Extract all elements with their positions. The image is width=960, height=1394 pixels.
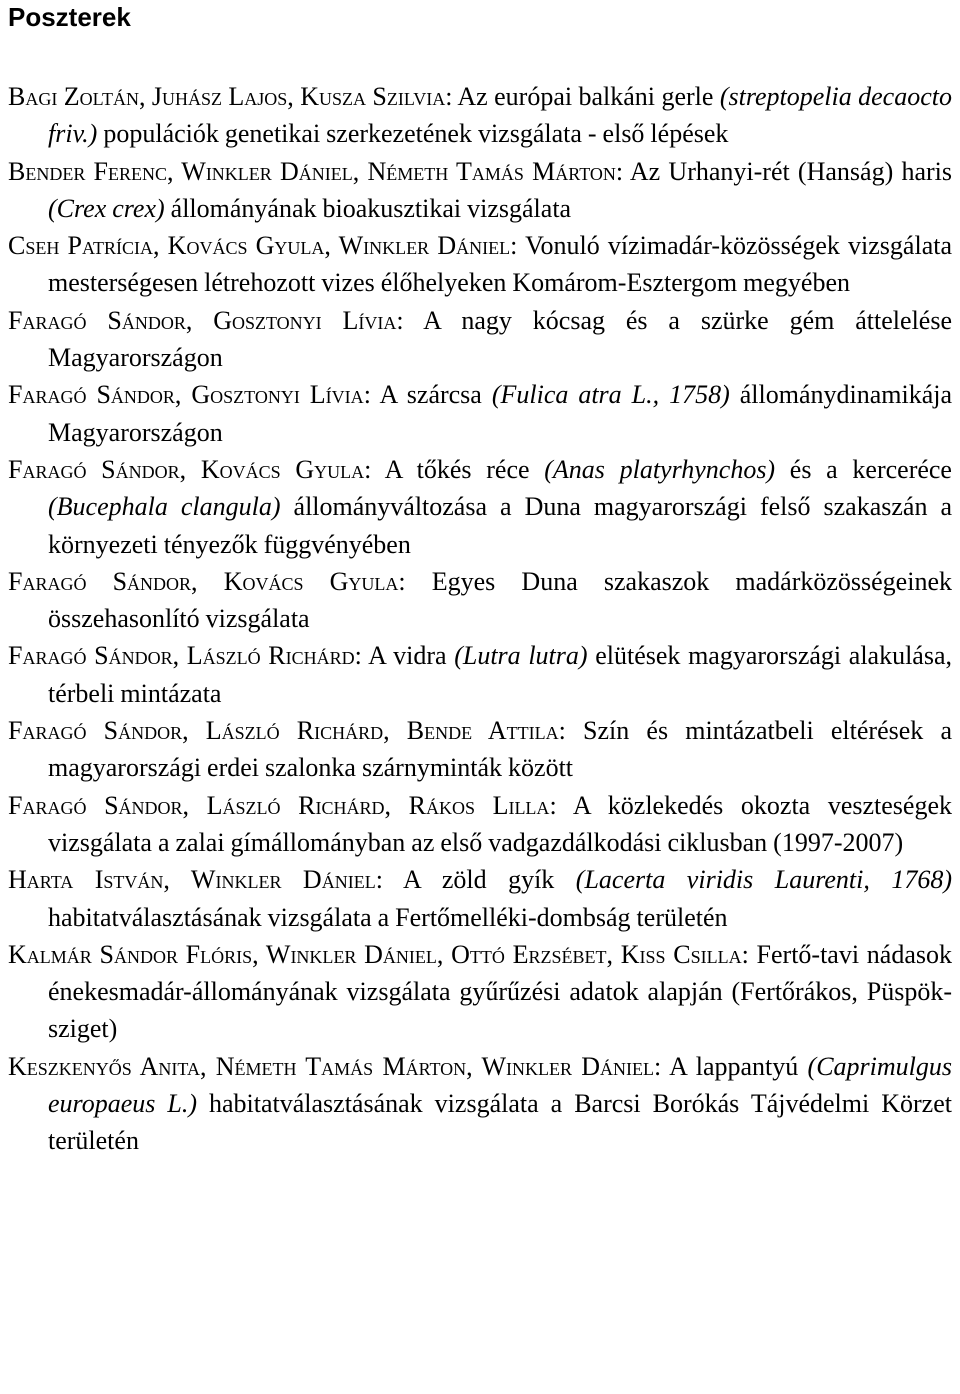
poster-authors: Faragó Sándor, Gosztonyi Lívia: [8, 305, 397, 335]
author-separator: :: [549, 790, 573, 820]
author-separator: :: [398, 566, 432, 596]
poster-entry: [8, 637, 952, 712]
poster-entry: [8, 451, 952, 563]
author-separator: :: [445, 82, 458, 111]
author-separator: :: [510, 231, 526, 261]
poster-title-text: A vidra: [368, 641, 455, 671]
poster-title-text: Egyes Duna szakaszok madárközösségeinek összehasonlító vizsgálata: [48, 566, 952, 634]
poster-authors: Faragó Sándor, László Richárd, Bende Attila: [8, 716, 559, 746]
author-separator: :: [375, 865, 403, 895]
poster-entry: [8, 563, 952, 638]
poster-authors: Faragó Sándor, Kovács Gyula: [8, 566, 399, 596]
poster-title-species: (Crex crex): [48, 193, 165, 223]
poster-authors: Faragó Sándor, László Richárd, Rákos Lilla: [8, 790, 550, 820]
poster-title-text: állománydinamikája Magyarországon: [48, 380, 953, 447]
section-heading: Poszterek: [8, 2, 131, 32]
poster-list: [8, 78, 952, 1160]
poster-entry: [8, 153, 952, 228]
poster-entry: [8, 302, 952, 377]
poster-title-species: (streptopelia decaocto friv.): [48, 82, 952, 149]
poster-title-text: A zöld gyík: [402, 865, 576, 895]
poster-title-text: A tőkés réce: [384, 454, 545, 484]
poster-entry: [8, 1048, 952, 1160]
poster-title-text: Szín és mintázatbeli eltérések a magyarországi erdei szalonka szárnyminták között: [48, 716, 952, 783]
poster-entry: [8, 861, 952, 936]
poster-entry: [8, 936, 952, 1048]
poster-title-text: habitatválasztásának vizsgálata a Fertőmelléki-dombság területén: [48, 902, 728, 932]
poster-entry: [8, 78, 952, 153]
poster-title-text: habitatválasztásának vizsgálata a Barcsi Borókás Tájvédelmi Körzet területén: [48, 1089, 952, 1156]
poster-title-text: A lappantyú: [669, 1051, 808, 1081]
poster-entry: [8, 712, 952, 787]
author-separator: :: [741, 939, 757, 969]
poster-authors: Faragó Sándor, László Richárd: [8, 641, 355, 671]
poster-title-text: Vonuló vízimadár-közösségek vizsgálata mesterségesen létrehozott vizes élőhelyeken Komárom-Esztergom megyében: [48, 231, 952, 298]
poster-authors: Harta István, Winkler Dániel: [8, 865, 376, 895]
poster-authors: Faragó Sándor, Kovács Gyula: [8, 454, 365, 484]
poster-entry: [8, 787, 952, 862]
poster-title-text: állományának bioakusztikai vizsgálata: [164, 193, 572, 223]
poster-title-text: állományváltozása a Duna magyarországi felső szakaszán a környezeti tényezők függvényében: [48, 492, 952, 559]
author-separator: :: [354, 641, 369, 671]
poster-entry: [8, 376, 952, 451]
poster-title-text: elütések magyarországi alakulása, térbeli mintázata: [48, 641, 953, 708]
author-separator: :: [654, 1051, 670, 1081]
poster-title-species: (Bucephala clangula): [48, 492, 281, 522]
poster-title-text: populációk genetikai szerkezetének vizsgálata - első lépések: [97, 119, 729, 149]
poster-title-text: A szárcsa: [379, 380, 492, 410]
author-separator: :: [363, 380, 380, 410]
poster-title-text: Fertő-tavi nádasok énekesmadár-állományának vizsgálata gyűrűzési adatok alapján (Fertőrákos, Püspök-sziget): [48, 939, 952, 1044]
poster-title-species: (Caprimulgus europaeus L.): [48, 1051, 953, 1119]
poster-title-text: Az európai balkáni gerle: [457, 82, 720, 111]
author-separator: :: [364, 454, 385, 484]
poster-title-species: (Lutra lutra): [454, 641, 588, 671]
author-separator: :: [396, 305, 424, 335]
poster-title-species: (Anas platyrhynchos): [544, 454, 776, 484]
poster-title-text: A közlekedés okozta veszteségek vizsgálata a zalai gímállományban az első vadgazdálkodási ciklusban (1997-2007): [48, 790, 952, 857]
poster-authors: Bender Ferenc, Winkler Dániel, Németh Tamás Márton: [8, 156, 616, 186]
poster-title-species: (Fulica atra L., 1758): [491, 380, 730, 410]
poster-authors: Keszkenyős Anita, Németh Tamás Márton, Winkler Dániel: [8, 1051, 655, 1081]
poster-title-text: A nagy kócsag és a szürke gém áttelelése Magyarországon: [48, 305, 952, 373]
poster-authors: Cseh Patrícia, Kovács Gyula, Winkler Dániel: [8, 231, 511, 261]
poster-authors: Kalmár Sándor Flóris, Winkler Dániel, Ottó Erzsébet, Kiss Csilla: [8, 939, 742, 969]
poster-title-species: (Lacerta viridis Laurenti, 1768): [575, 865, 952, 895]
author-separator: :: [558, 716, 584, 746]
author-separator: :: [615, 156, 630, 186]
poster-authors: Bagi Zoltán, Juhász Lajos, Kusza Szilvia: [8, 82, 446, 111]
poster-title-text: Az Urhanyi-rét (Hanság) haris: [629, 156, 952, 186]
poster-authors: Faragó Sándor, Gosztonyi Lívia: [8, 380, 364, 410]
poster-title-text: és a kercerécе: [775, 454, 952, 484]
poster-entry: [8, 227, 952, 302]
